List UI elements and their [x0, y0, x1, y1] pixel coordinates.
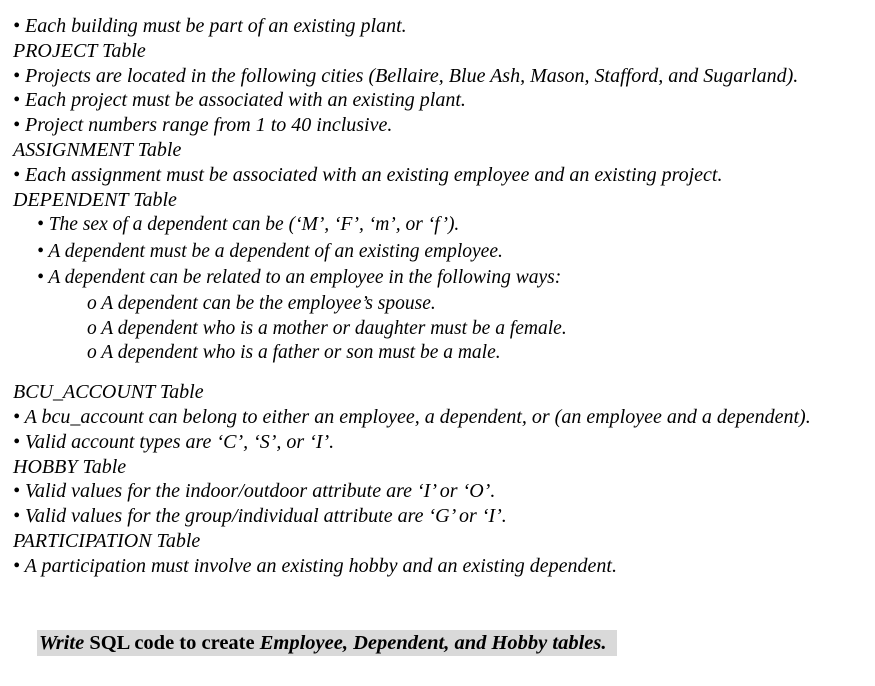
- relation-rule: o A dependent who is a father or son must be a male.: [87, 342, 501, 364]
- rules-section-top: [13, 14, 861, 212]
- section-heading: DEPENDENT Table: [13, 188, 177, 211]
- rule-bullet: • A participation must involve an existing hobby and an existing dependent.: [13, 554, 617, 577]
- section-heading: PARTICIPATION Table: [13, 530, 201, 553]
- rule-bullet: • Each project must be associated with an existing plant.: [13, 89, 466, 112]
- task-verb: Write: [39, 632, 85, 654]
- task-instruction: [37, 630, 617, 656]
- task-middle: SQL code to create: [84, 632, 260, 654]
- rule-bullet: • Valid values for the group/individual attribute are ‘G’ or ‘I’.: [13, 505, 507, 528]
- rule-bullet: • Valid account types are ‘C’, ‘S’, or ‘I’.: [13, 430, 335, 453]
- rule-bullet: • Each assignment must be associated with an existing employee and an existing project.: [13, 163, 723, 186]
- dependent-rules-list: [13, 212, 861, 292]
- spacer: [13, 366, 861, 380]
- rule-bullet: • Project numbers range from 1 to 40 inclusive.: [13, 114, 393, 137]
- section-heading: PROJECT Table: [13, 39, 146, 62]
- document-body: [13, 14, 861, 579]
- rules-section-bottom: [13, 380, 861, 578]
- task-tables: Employee, Dependent, and Hobby tables.: [259, 632, 607, 654]
- rule-bullet: • Each building must be part of an existing plant.: [13, 15, 407, 37]
- dependent-rule: • A dependent must be a dependent of an existing employee.: [37, 240, 503, 262]
- dependent-rule: • A dependent can be related to an employee in the following ways:: [37, 267, 562, 289]
- dependent-rule: • The sex of a dependent can be (‘M’, ‘F’, ‘m’, or ‘f’).: [37, 214, 460, 236]
- task-highlight: [37, 630, 617, 656]
- section-heading: BCU_ACCOUNT Table: [13, 381, 204, 404]
- relation-rule: o A dependent can be the employee’s spouse.: [87, 292, 436, 314]
- rule-bullet: • Valid values for the indoor/outdoor attribute are ‘I’ or ‘O’.: [13, 480, 496, 503]
- relation-rules-list: [13, 292, 861, 366]
- relation-rule: o A dependent who is a mother or daughter must be a female.: [87, 317, 567, 339]
- section-heading: HOBBY Table: [13, 455, 127, 478]
- rule-bullet: • A bcu_account can belong to either an employee, a dependent, or (an employee and a dependent).: [13, 406, 811, 429]
- section-heading: ASSIGNMENT Table: [13, 138, 182, 161]
- rule-bullet: • Projects are located in the following cities (Bellaire, Blue Ash, Mason, Stafford, and Sugarland).: [13, 64, 799, 87]
